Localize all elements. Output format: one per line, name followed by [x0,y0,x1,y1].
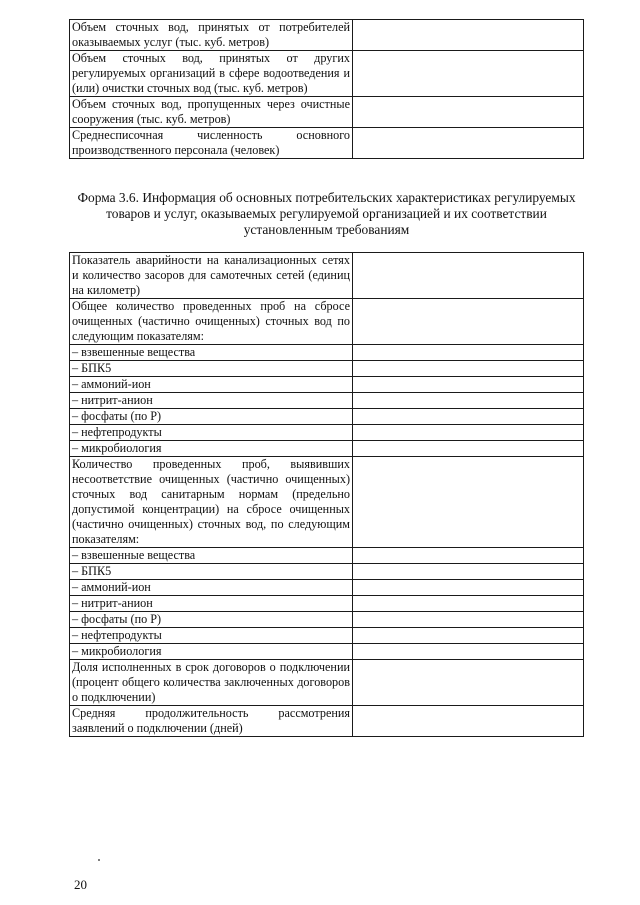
row-value-cell[interactable] [353,253,584,299]
page-number: 20 [74,877,87,892]
row-value-cell[interactable] [353,596,584,612]
consumer-characteristics-table-body [70,253,584,737]
row-value-cell[interactable] [353,612,584,628]
row-label: – нитрит-анион [70,596,353,612]
row-label: – микробиология [70,644,353,660]
row-label: Объем сточных вод, пропущенных через очистные сооружения (тыс. куб. метров) [70,97,353,128]
row-value-cell[interactable] [353,425,584,441]
row-label: Количество проведенных проб, выявивших несоответствие очищенных (частично очищенных) сточных вод санитарным нормам (предельно допустимой концентрации) на сбросе очищенных (частично очищенных) сточных вод, по следующим показателям: [70,457,353,548]
row-label: Среднесписочная численность основного производственного персонала (человек) [70,128,353,159]
row-value-cell[interactable] [353,628,584,644]
row-value-cell[interactable] [353,20,584,51]
row-label: – взвешенные вещества [70,548,353,564]
form-3-6-title: Форма 3.6. Информация об основных потребительских характеристиках регулируемых товаров и услуг, оказываемых регулируемой организацией и их соответствии установленным требованиям [77,190,576,237]
row-label: – БПК5 [70,361,353,377]
row-value-cell[interactable] [353,393,584,409]
row-value-cell[interactable] [353,441,584,457]
row-value-cell[interactable] [353,361,584,377]
scan-artifact-dot [98,859,100,861]
table-row [70,345,584,361]
row-value-cell[interactable] [353,377,584,393]
row-label: – аммоний-ион [70,580,353,596]
row-value-cell[interactable] [353,580,584,596]
row-value-cell[interactable] [353,51,584,97]
table-row [70,128,584,159]
row-value-cell[interactable] [353,457,584,548]
row-label: Объем сточных вод, принятых от потребителей оказываемых услуг (тыс. куб. метров) [70,20,353,51]
table-row [70,377,584,393]
table-row [70,361,584,377]
row-label: – фосфаты (по Р) [70,612,353,628]
table-row [70,660,584,706]
row-label: – взвешенные вещества [70,345,353,361]
table-row [70,548,584,564]
row-value-cell[interactable] [353,660,584,706]
table-row [70,425,584,441]
row-label: – нефтепродукты [70,425,353,441]
row-value-cell[interactable] [353,299,584,345]
row-label: Показатель аварийности на канализационных сетях и количество засоров для самотечных сетей (единиц на километр) [70,253,353,299]
wastewater-volume-table-body [70,20,584,159]
table-row [70,51,584,97]
table-row [70,299,584,345]
row-value-cell[interactable] [353,564,584,580]
row-label: – фосфаты (по Р) [70,409,353,425]
row-label: – нефтепродукты [70,628,353,644]
consumer-characteristics-table [69,252,584,737]
table-row [70,457,584,548]
table-row [70,393,584,409]
table-row [70,97,584,128]
table-row [70,409,584,425]
table-row [70,706,584,737]
table-row [70,564,584,580]
row-label: – БПК5 [70,564,353,580]
row-value-cell[interactable] [353,409,584,425]
row-label: Объем сточных вод, принятых от других регулируемых организаций в сфере водоотведения и (или) очистки сточных вод (тыс. куб. метров) [70,51,353,97]
row-label: Общее количество проведенных проб на сбросе очищенных (частично очищенных) сточных вод по следующим показателям: [70,299,353,345]
row-label: Доля исполненных в срок договоров о подключении (процент общего количества заключенных договоров о подключении) [70,660,353,706]
table-row [70,441,584,457]
row-label: – аммоний-ион [70,377,353,393]
row-label: – микробиология [70,441,353,457]
table-row [70,644,584,660]
row-value-cell[interactable] [353,128,584,159]
table-row [70,580,584,596]
row-value-cell[interactable] [353,706,584,737]
wastewater-volume-table [69,19,584,159]
row-value-cell[interactable] [353,345,584,361]
table-row [70,628,584,644]
table-row [70,253,584,299]
row-value-cell[interactable] [353,548,584,564]
row-value-cell[interactable] [353,97,584,128]
row-value-cell[interactable] [353,644,584,660]
table-row [70,612,584,628]
table-row [70,596,584,612]
row-label: Средняя продолжительность рассмотрения заявлений о подключении (дней) [70,706,353,737]
row-label: – нитрит-анион [70,393,353,409]
table-row [70,20,584,51]
